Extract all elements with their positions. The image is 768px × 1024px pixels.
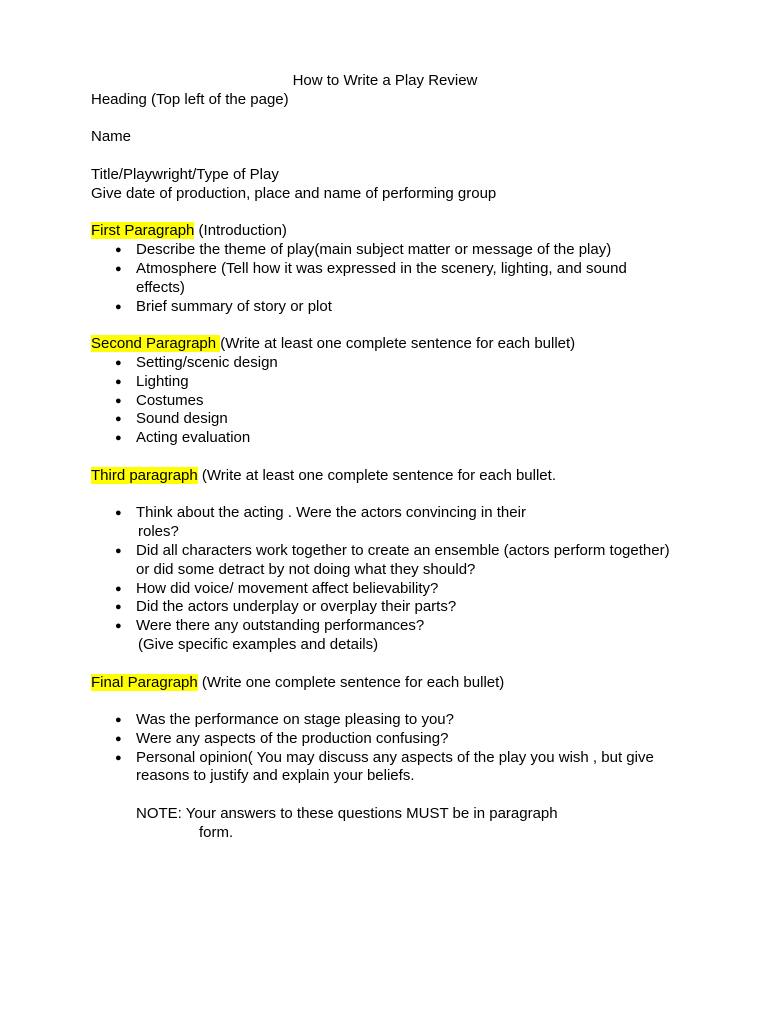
bullet-icon: ● <box>115 413 122 426</box>
note-text-continuation: form. <box>199 823 234 841</box>
title-instruction: Title/Playwright/Type of Play <box>91 165 279 183</box>
list-item <box>91 410 676 429</box>
document-page <box>91 72 691 843</box>
bullet-icon: ● <box>115 601 122 614</box>
spacer <box>91 204 691 223</box>
final-paragraph-list <box>91 711 691 786</box>
final-paragraph-note: (Write one complete sentence for each bullet) <box>197 673 505 691</box>
list-item-text: Brief summary of story or plot <box>136 297 332 315</box>
second-paragraph-highlight: Second Paragraph <box>91 335 221 353</box>
list-item-text: Costumes <box>136 391 204 409</box>
second-paragraph-note: (Write at least one complete sentence for each bullet) <box>220 335 576 353</box>
list-item <box>91 354 676 373</box>
list-item-text: Personal opinion( You may discuss any aspects of the play you wish , but give reasons to justify and explain your beliefs. <box>136 748 654 785</box>
final-paragraph-heading <box>91 674 691 693</box>
list-item <box>91 298 676 317</box>
list-item <box>91 580 676 599</box>
list-item-continuation <box>91 523 678 542</box>
list-item-text: Were any aspects of the production confusing? <box>136 729 449 747</box>
list-item-text: Did the actors underplay or overplay their parts? <box>136 598 457 616</box>
list-item <box>91 429 676 448</box>
list-item-text: Describe the theme of play(main subject matter or message of the play) <box>136 241 612 259</box>
bullet-icon: ● <box>115 432 122 445</box>
bullet-icon: ● <box>115 300 122 313</box>
third-paragraph-list <box>91 504 691 654</box>
bullet-icon: ● <box>115 751 122 764</box>
bullet-icon: ● <box>115 732 122 745</box>
third-paragraph-heading <box>91 467 691 486</box>
list-item <box>91 542 676 580</box>
list-item-text: (Give specific examples and details) <box>138 635 379 653</box>
list-item-text: How did voice/ movement affect believability? <box>136 579 439 597</box>
bullet-icon: ● <box>115 375 122 388</box>
bullet-icon: ● <box>115 356 122 369</box>
list-item-text: Were there any outstanding performances? <box>136 617 425 635</box>
list-item <box>91 392 676 411</box>
spacer <box>91 692 691 711</box>
final-paragraph-highlight: Final Paragraph <box>91 673 198 691</box>
list-item-text: Setting/scenic design <box>136 353 278 371</box>
date-instruction: Give date of production, place and name of performing group <box>91 184 497 202</box>
bullet-icon: ● <box>115 544 122 557</box>
spacer <box>91 110 691 129</box>
bullet-icon: ● <box>115 714 122 727</box>
document-title: How to Write a Play Review <box>292 72 478 89</box>
spacer <box>91 486 691 505</box>
list-item <box>91 749 676 787</box>
note-text: NOTE: Your answers to these questions MUST be in paragraph <box>136 805 558 823</box>
list-item <box>91 260 676 298</box>
second-paragraph-heading <box>91 335 651 354</box>
list-item-text: Sound design <box>136 410 228 428</box>
list-item <box>91 504 676 523</box>
spacer <box>91 655 691 674</box>
list-item <box>91 598 676 617</box>
list-item-continuation <box>91 636 678 655</box>
list-item <box>91 373 676 392</box>
list-item <box>91 711 676 730</box>
list-item-text: Atmosphere (Tell how it was expressed in the scenery, lighting, and sound effects) <box>136 259 627 296</box>
list-item-text: Think about the acting . Were the actors convincing in their <box>136 504 526 522</box>
bullet-icon: ● <box>115 262 122 275</box>
spacer <box>91 448 691 467</box>
list-item-text: roles? <box>138 523 179 541</box>
list-item <box>91 730 676 749</box>
bullet-icon: ● <box>115 620 122 633</box>
bullet-icon: ● <box>115 582 122 595</box>
list-item-text: Did all characters work together to create an ensemble (actors perform together) or did some detract by not doing what they should? <box>136 541 670 578</box>
spacer <box>91 316 691 335</box>
spacer <box>91 147 691 166</box>
first-paragraph-note: (Introduction) <box>194 222 287 240</box>
bullet-icon: ● <box>115 507 122 520</box>
spacer <box>91 786 691 805</box>
heading-instruction: Heading (Top left of the page) <box>91 90 289 108</box>
list-item <box>91 617 676 636</box>
third-paragraph-note: (Write at least one complete sentence for each bullet. <box>197 466 556 484</box>
bullet-icon: ● <box>115 244 122 257</box>
list-item <box>91 241 676 260</box>
list-item-text: Was the performance on stage pleasing to you? <box>136 711 454 729</box>
bullet-icon: ● <box>115 394 122 407</box>
first-paragraph-heading <box>91 222 691 241</box>
first-paragraph-highlight: First Paragraph <box>91 222 195 240</box>
list-item-text: Acting evaluation <box>136 429 251 447</box>
third-paragraph-highlight: Third paragraph <box>91 466 198 484</box>
second-paragraph-list <box>91 354 691 448</box>
note-block <box>91 805 676 843</box>
name-instruction: Name <box>91 128 132 146</box>
first-paragraph-list <box>91 241 691 316</box>
list-item-text: Lighting <box>136 372 189 390</box>
